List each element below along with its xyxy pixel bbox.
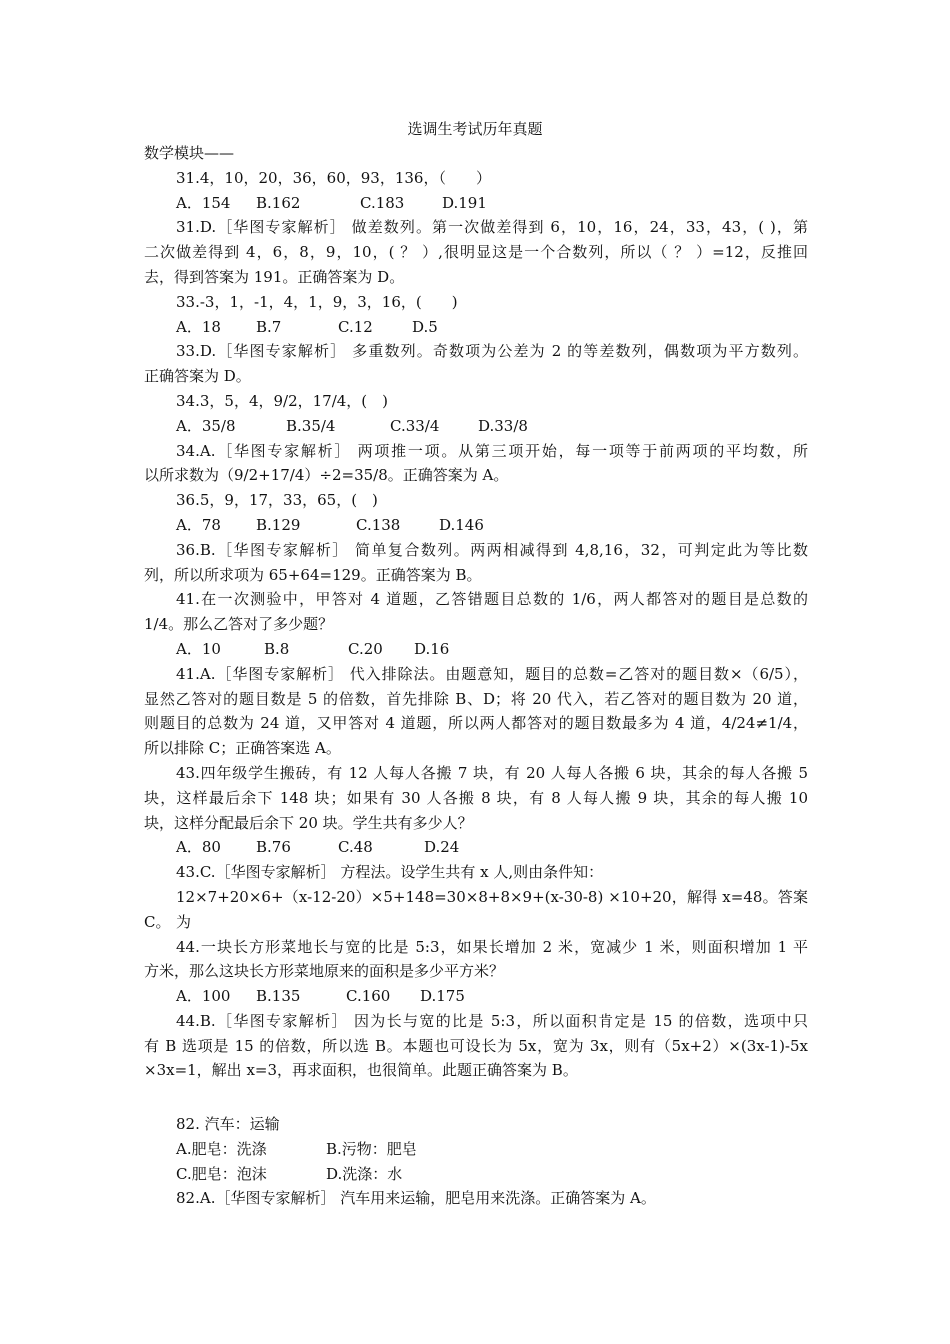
module-heading: 数学模块—— bbox=[144, 144, 235, 162]
question-44-stem-line: 44.一块长方形菜地长与宽的比是 5:3，如果长增加 2 米，宽减少 1 米，则面积增加 1 平 bbox=[176, 937, 808, 956]
question-31-stem: 31.4，10，20，36，60，93，136，（ ） bbox=[176, 168, 491, 187]
question-36-analysis-line: 列，所以所求项为 65+64=129。正确答案为 B。 bbox=[144, 565, 482, 584]
question-36-analysis-line: 36.B.［华图专家解析］ 简单复合数列。两两相减得到 4,8,16，32，可判定此为等比数 bbox=[176, 540, 808, 559]
question-41-stem-line: 1/4。那么乙答对了多少题？ bbox=[144, 615, 334, 634]
question-36-stem: 36.5，9，17，33，65，( ) bbox=[176, 491, 378, 510]
question-41-analysis-line: 则题目的总数为 24 道，又甲答对 4 道题，所以两人都答对的题目数最多为 4 道，4/24≠1/4， bbox=[144, 714, 808, 733]
question-31-analysis-line: 去，得到答案为 191。正确答案为 D。 bbox=[144, 267, 405, 286]
option-c: C.48 bbox=[338, 838, 373, 857]
option-d: D.191 bbox=[442, 193, 487, 212]
question-34-analysis-line: 34.A.［华图专家解析］ 两项推一项。从第三项开始，每一项等于前两项的平均数，所 bbox=[176, 441, 808, 460]
option-b: B.7 bbox=[256, 317, 282, 336]
question-43-analysis-line: C。 bbox=[144, 912, 171, 931]
question-43-analysis-line: 12×7+20×6+（x-12-20）×5+148=30×8+8×9+(x-30-8) ×10+20，解得 x=48。答案为 bbox=[176, 887, 808, 931]
question-82-analysis: 82.A.［华图专家解析］ 汽车用来运输，肥皂用来洗涤。正确答案为 A。 bbox=[176, 1189, 656, 1208]
question-41-analysis-line: 显然乙答对的题目数是 5 的倍数，首先排除 B、D；将 20 代入，若乙答对的题目数为 20 道， bbox=[144, 689, 808, 708]
question-43-stem-line: 43.四年级学生搬砖，有 12 人每人各搬 7 块，有 20 人每人各搬 6 块，其余的每人各搬 5 bbox=[176, 763, 808, 782]
option-c: C.138 bbox=[356, 515, 401, 534]
question-34-options bbox=[144, 414, 808, 439]
question-34-stem: 34.3，5，4，9/2，17/4，( ) bbox=[176, 391, 389, 410]
question-44-analysis-line: 44.B.［华图专家解析］ 因为长与宽的比是 5:3，所以面积肯定是 15 的倍数，选项中只 bbox=[176, 1011, 808, 1030]
question-31-analysis-line: 二次做差得到 4，6，8，9，10，( ？ ）,很明显这是一个合数列，所以（ ？ ）=12，反推回 bbox=[144, 243, 808, 262]
option-b: B.污物：肥皂 bbox=[326, 1139, 417, 1158]
question-33-stem: 33.-3，1，-1，4，1，9，3，16，( ) bbox=[176, 292, 458, 311]
option-b: B.135 bbox=[256, 987, 301, 1006]
option-a: A．78 bbox=[176, 515, 221, 534]
question-41-analysis-line: 41.A.［华图专家解析］ 代入排除法。由题意知，题目的总数=乙答对的题目数×（6/5）， bbox=[176, 664, 808, 683]
option-a: A．80 bbox=[176, 838, 221, 857]
option-b: B.162 bbox=[256, 193, 301, 212]
question-41-analysis-line: 所以排除 C；正确答案选 A。 bbox=[144, 739, 341, 758]
page-title: 选调生考试历年真题 bbox=[407, 120, 543, 138]
option-d: D.5 bbox=[412, 317, 438, 336]
option-d: D.24 bbox=[424, 838, 460, 857]
option-b: B.129 bbox=[256, 515, 301, 534]
option-c: C.12 bbox=[338, 317, 373, 336]
question-82-options-row bbox=[144, 1162, 808, 1187]
question-33-analysis-line: 正确答案为 D。 bbox=[144, 367, 251, 386]
analogy-section bbox=[144, 1112, 808, 1211]
option-c: C.183 bbox=[360, 193, 405, 212]
question-41-stem-line: 41.在一次测验中，甲答对 4 道题，乙答错题目总数的 1/6，两人都答对的题目是总数的 bbox=[176, 590, 808, 609]
option-c: C.20 bbox=[348, 639, 383, 658]
question-31-options bbox=[144, 191, 808, 216]
option-a: A．154 bbox=[176, 193, 231, 212]
question-34-analysis-line: 以所求数为（9/2+17/4）÷2=35/8。正确答案为 A。 bbox=[144, 466, 509, 485]
question-44-analysis-line: ×3x=1，解出 x=3，再求面积，也很简单。此题正确答案为 B。 bbox=[144, 1061, 578, 1080]
option-a: A．100 bbox=[176, 987, 231, 1006]
option-c: C.33/4 bbox=[390, 416, 440, 435]
option-d: D.33/8 bbox=[478, 416, 528, 435]
question-43-stem-line: 块，这样分配最后余下 20 块。学生共有多少人？ bbox=[144, 813, 473, 832]
option-d: D.洗涤：水 bbox=[326, 1164, 403, 1183]
question-33-analysis-line: 33.D.［华图专家解析］ 多重数列。奇数项为公差为 2 的等差数列，偶数项为平方数列。 bbox=[176, 342, 808, 361]
option-d: D.146 bbox=[439, 515, 484, 534]
question-44-analysis-line: 有 B 选项是 15 的倍数，所以选 B。本题也可设长为 5x，宽为 3x，则有（5x+2）×(3x-1)-5x bbox=[144, 1036, 808, 1055]
question-31-analysis-line: 31.D.［华图专家解析］ 做差数列。第一次做差得到 6，10，16，24，33，43，( )，第 bbox=[176, 218, 808, 237]
math-module bbox=[144, 141, 808, 1083]
option-d: D.175 bbox=[420, 987, 465, 1006]
option-a: A．18 bbox=[176, 317, 221, 336]
option-a: A．35/8 bbox=[176, 416, 236, 435]
question-41-options bbox=[144, 637, 808, 662]
question-82-stem: 82. 汽车：运输 bbox=[176, 1115, 280, 1133]
option-b: B.8 bbox=[264, 639, 290, 658]
option-b: B.76 bbox=[256, 838, 291, 857]
question-82-options-row bbox=[144, 1137, 808, 1162]
question-43-options bbox=[144, 835, 808, 860]
question-43-analysis-line: 43.C.［华图专家解析］ 方程法。设学生共有 x 人,则由条件知： bbox=[176, 863, 604, 882]
option-c: C.肥皂：泡沫 bbox=[176, 1164, 267, 1183]
question-36-options bbox=[144, 513, 808, 538]
option-d: D.16 bbox=[414, 639, 450, 658]
option-b: B.35/4 bbox=[286, 416, 336, 435]
option-a: A.肥皂：洗涤 bbox=[176, 1139, 267, 1158]
question-43-stem-line: 块，这样最后余下 148 块；如果有 30 人各搬 8 块，有 8 人每人搬 9 块，其余的每人搬 10 bbox=[144, 788, 808, 807]
question-33-options bbox=[144, 315, 808, 340]
question-44-stem-line: 方米，那么这块长方形菜地原来的面积是多少平方米？ bbox=[144, 962, 505, 981]
question-44-options bbox=[144, 984, 808, 1009]
option-c: C.160 bbox=[346, 987, 391, 1006]
option-a: A．10 bbox=[176, 639, 221, 658]
